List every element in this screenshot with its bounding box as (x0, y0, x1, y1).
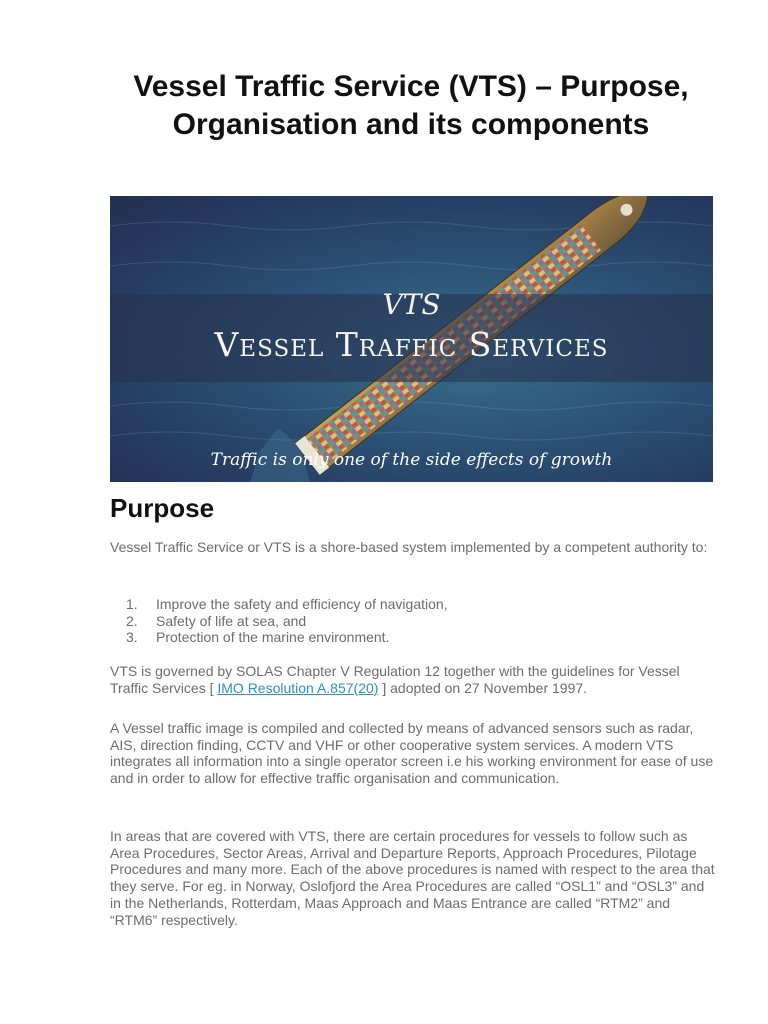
list-item-number: 2. (126, 612, 138, 629)
banner-tagline: Traffic is only one of the side effects of growth (210, 450, 613, 470)
banner-small-text: VTS (382, 288, 441, 321)
list-item-text: Protection of the marine environment. (156, 629, 390, 646)
list-item-number: 3. (126, 629, 138, 646)
paragraph-regulation-text: VTS is governed by SOLAS Chapter V Regulation 12 together with the guidelines for Vessel Traffic Services [ (110, 663, 680, 696)
list-item (110, 629, 710, 646)
list-item-text: Improve the safety and efficiency of navigation, (156, 596, 448, 612)
paragraph-procedures: In areas that are covered with VTS, there are certain procedures for vessels to follow such as Area Procedures, Sector Areas, Arrival and Departure Reports, Approach Procedures, Pilotage Procedures and many more. Each of the above procedures is named with respect to the area that they serve. For eg. in Norway, Oslofjord the Area Procedures are called “OSL1” and “OSL3” and in the Netherlands, Rotterdam, Maas Approach and Maas Entrance are called “RTM2” and “RTM6” respectively. (110, 828, 715, 928)
section-heading-purpose: Purpose (110, 493, 215, 523)
list-item-number: 1. (126, 596, 138, 612)
paragraph-intro: Vessel Traffic Service or VTS is a shore-based system implemented by a competent authority to: (110, 539, 708, 555)
paragraph-regulation-tail: ] adopted on 27 November 1997. (378, 679, 588, 696)
imo-resolution-link[interactable]: IMO Resolution A.857(20) (217, 679, 379, 696)
page-title: Vessel Traffic Service (VTS) – Purpose, Organisation and its components (133, 70, 689, 141)
banner-image (110, 196, 713, 482)
list-item (110, 596, 710, 613)
purpose-list (110, 596, 710, 646)
list-item (110, 613, 710, 630)
banner-main-text: Vessel Traffic Services (214, 325, 609, 364)
paragraph-traffic-image: A Vessel traffic image is compiled and collected by means of advanced sensors such as radar, AIS, direction finding, CCTV and VHF or other cooperative system services. A modern VTS integrates all information into a single operator screen i.e his working environment for ease of use and in order to allow for effective traffic organisation and communication. (110, 720, 714, 787)
paragraph-regulation (110, 663, 716, 696)
list-item-text: Safety of life at sea, and (156, 612, 307, 629)
